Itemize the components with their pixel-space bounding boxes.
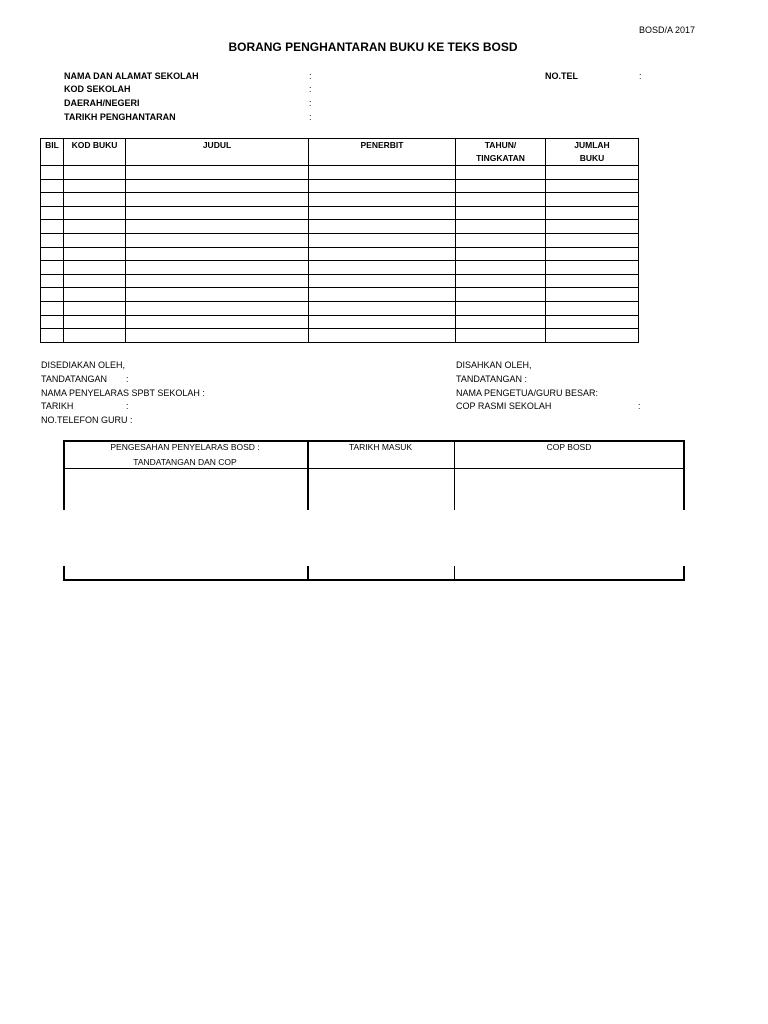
table-cell[interactable]	[41, 274, 64, 288]
table-cell[interactable]	[126, 329, 309, 343]
table-cell[interactable]	[126, 288, 309, 302]
table-cell[interactable]	[41, 220, 64, 234]
table-row	[41, 166, 639, 180]
colon: :	[126, 401, 129, 411]
table-cell[interactable]	[126, 206, 309, 220]
table-row	[41, 233, 639, 247]
table-cell[interactable]	[309, 233, 456, 247]
table-cell[interactable]	[41, 233, 64, 247]
form-reference: BOSD/A 2017	[639, 25, 696, 35]
colon: :	[639, 71, 642, 81]
label-nama-alamat: NAMA DAN ALAMAT SEKOLAH	[64, 71, 199, 81]
table-cell[interactable]	[64, 261, 126, 275]
colon: :	[126, 374, 129, 384]
table-cell[interactable]	[64, 179, 126, 193]
page-title: BORANG PENGHANTARAN BUKU KE TEKS BOSD	[228, 40, 518, 54]
table-cell[interactable]	[546, 206, 639, 220]
table-cell[interactable]	[64, 329, 126, 343]
border-bottom	[63, 579, 685, 581]
table-cell[interactable]	[41, 301, 64, 315]
header-penerbit: PENERBIT	[309, 139, 456, 166]
table-cell[interactable]	[456, 261, 546, 275]
table-cell[interactable]	[64, 166, 126, 180]
table-row	[41, 179, 639, 193]
tandatangan-right: TANDATANGAN :	[456, 374, 528, 384]
table-row	[41, 247, 639, 261]
table-cell[interactable]	[41, 166, 64, 180]
table-row	[41, 261, 639, 275]
table-cell[interactable]	[309, 274, 456, 288]
label-tarikh-penghantaran: TARIKH PENGHANTARAN	[64, 112, 176, 122]
table-cell[interactable]	[546, 247, 639, 261]
table-cell[interactable]	[41, 261, 64, 275]
header-jumlah-buku: JUMLAH BUKU	[546, 139, 639, 166]
colon: :	[309, 71, 312, 81]
table-row	[41, 301, 639, 315]
table-cell[interactable]	[309, 179, 456, 193]
table-cell[interactable]	[309, 220, 456, 234]
table-cell[interactable]	[456, 301, 546, 315]
table-cell[interactable]	[41, 193, 64, 207]
table-cell[interactable]	[309, 301, 456, 315]
table-cell[interactable]	[41, 247, 64, 261]
pengesahan-header: PENGESAHAN PENYELARAS BOSD : TANDATANGAN DAN COP	[110, 442, 260, 467]
divider-2-lower	[454, 566, 455, 581]
table-cell[interactable]	[456, 315, 546, 329]
table-cell[interactable]	[126, 166, 309, 180]
disediakan-oleh: DISEDIAKAN OLEH,	[41, 360, 126, 370]
table-cell[interactable]	[546, 220, 639, 234]
table-cell[interactable]	[546, 329, 639, 343]
tarikh-label: TARIKH	[41, 401, 74, 411]
table-cell[interactable]	[456, 247, 546, 261]
label-kod-sekolah: KOD SEKOLAH	[64, 84, 131, 94]
table-cell[interactable]	[456, 288, 546, 302]
table-cell[interactable]	[456, 329, 546, 343]
header-kod-buku: KOD BUKU	[64, 139, 126, 166]
table-cell[interactable]	[546, 301, 639, 315]
table-cell[interactable]	[64, 288, 126, 302]
label-daerah-negeri: DAERAH/NEGERI	[64, 98, 140, 108]
table-cell[interactable]	[64, 315, 126, 329]
table-cell[interactable]	[126, 220, 309, 234]
table-row	[41, 288, 639, 302]
table-row	[41, 206, 639, 220]
header-judul: JUDUL	[126, 139, 309, 166]
table-cell[interactable]	[546, 179, 639, 193]
table-cell[interactable]	[64, 301, 126, 315]
table-cell[interactable]	[456, 206, 546, 220]
table-cell[interactable]	[456, 166, 546, 180]
colon: :	[309, 98, 312, 108]
table-header-row	[41, 139, 639, 166]
border-left-lower	[63, 566, 65, 581]
no-telefon-guru: NO.TELEFON GURU :	[41, 415, 133, 425]
header-tahun-tingkatan: TAHUN/ TINGKATAN	[456, 139, 546, 166]
table-cell[interactable]	[64, 247, 126, 261]
table-cell[interactable]	[126, 247, 309, 261]
table-cell[interactable]	[456, 179, 546, 193]
cop-rasmi-sekolah: COP RASMI SEKOLAH	[456, 401, 552, 411]
table-row	[41, 274, 639, 288]
table-cell[interactable]	[126, 315, 309, 329]
table-cell[interactable]	[309, 193, 456, 207]
colon: :	[309, 84, 312, 94]
table-cell[interactable]	[64, 206, 126, 220]
table-cell[interactable]	[546, 288, 639, 302]
table-cell[interactable]	[309, 288, 456, 302]
table-cell[interactable]	[41, 288, 64, 302]
table-cell[interactable]	[456, 220, 546, 234]
table-cell[interactable]	[309, 247, 456, 261]
tandatangan-left: TANDATANGAN	[41, 374, 108, 384]
table-row	[41, 329, 639, 343]
table-cell[interactable]	[546, 274, 639, 288]
table-cell[interactable]	[41, 329, 64, 343]
table-cell[interactable]	[41, 206, 64, 220]
table-cell[interactable]	[546, 166, 639, 180]
table-cell[interactable]	[126, 233, 309, 247]
table-cell[interactable]	[41, 179, 64, 193]
table-cell[interactable]	[546, 261, 639, 275]
table-cell[interactable]	[126, 301, 309, 315]
table-cell[interactable]	[64, 233, 126, 247]
table-cell[interactable]	[309, 315, 456, 329]
table-cell[interactable]	[309, 261, 456, 275]
table-cell[interactable]	[41, 315, 64, 329]
table-row	[41, 315, 639, 329]
nama-penyelaras: NAMA PENYELARAS SPBT SEKOLAH :	[41, 388, 205, 398]
table-cell[interactable]	[309, 206, 456, 220]
divider-1-lower	[307, 566, 309, 581]
table-cell[interactable]	[309, 329, 456, 343]
table-cell[interactable]	[546, 193, 639, 207]
table-cell[interactable]	[456, 193, 546, 207]
table-cell[interactable]	[456, 233, 546, 247]
colon: :	[638, 401, 641, 411]
border-right-lower	[683, 566, 685, 581]
book-table	[40, 138, 639, 343]
table-cell[interactable]	[64, 220, 126, 234]
cop-bosd-header: COP BOSD	[546, 442, 592, 452]
table-cell[interactable]	[126, 179, 309, 193]
table-cell[interactable]	[309, 166, 456, 180]
table-row	[41, 193, 639, 207]
nama-pengetua: NAMA PENGETUA/GURU BESAR:	[456, 388, 599, 398]
label-no-tel: NO.TEL	[545, 71, 578, 81]
table-cell[interactable]	[456, 274, 546, 288]
verification-box	[63, 440, 685, 580]
colon: :	[309, 112, 312, 122]
table-cell[interactable]	[126, 193, 309, 207]
table-cell[interactable]	[64, 274, 126, 288]
table-cell[interactable]	[546, 233, 639, 247]
table-row	[41, 220, 639, 234]
header-bil: BIL	[41, 139, 64, 166]
table-cell[interactable]	[546, 315, 639, 329]
table-cell[interactable]	[126, 274, 309, 288]
disahkan-oleh: DISAHKAN OLEH,	[456, 360, 532, 370]
table-cell[interactable]	[126, 261, 309, 275]
tarikh-masuk-header: TARIKH MASUK	[348, 442, 413, 452]
table-cell[interactable]	[64, 193, 126, 207]
